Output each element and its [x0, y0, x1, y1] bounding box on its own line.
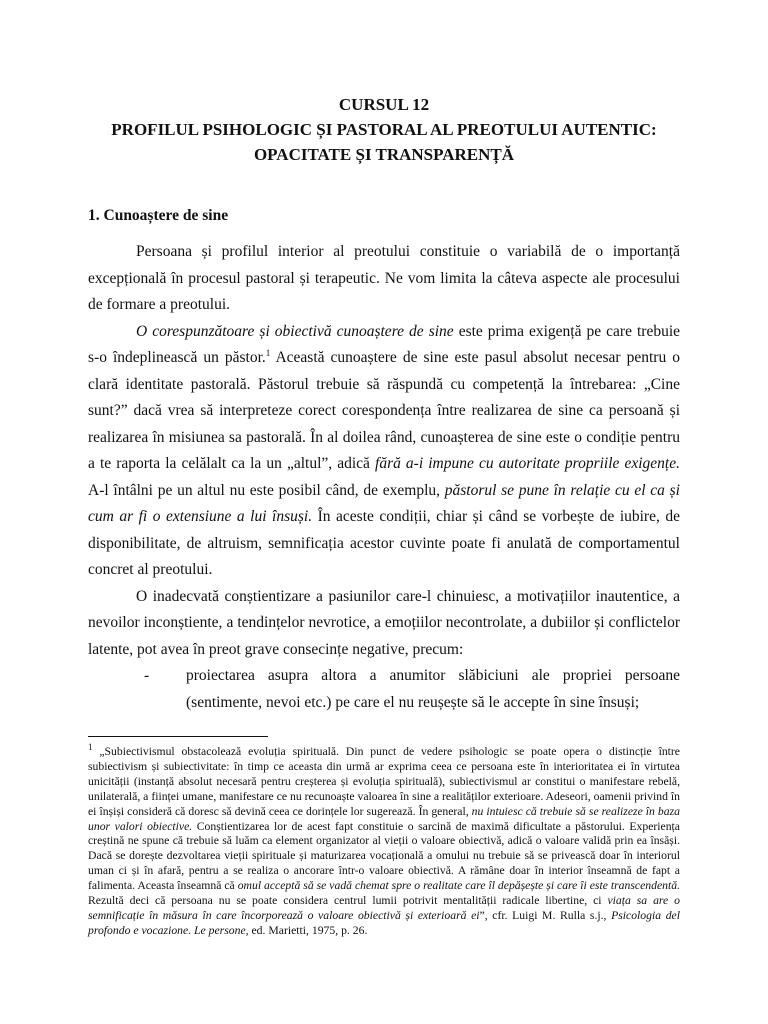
footnote: [88, 742, 680, 939]
paragraph-2-italic-2: fără a-i impune cu autoritate propriile exigențe.: [375, 455, 680, 472]
consequences-list: [88, 663, 680, 716]
course-number: CURSUL 12: [338, 95, 430, 114]
footnote-text-5: ed. Marietti, 1975, p. 26.: [248, 923, 368, 937]
footnote-text-3: Rezultă deci că persoana nu se poate considera centrul lumii potrivit mentalității radicale libertine, ci: [88, 894, 608, 908]
section-heading: 1. Cunoaștere de sine: [88, 207, 229, 224]
course-title-line1: PROFILUL PSIHOLOGIC ȘI PASTORAL AL PREOTULUI AUTENTIC:: [111, 120, 657, 139]
paragraph-3: O inadecvată conștientizare a pasiunilor care-l chinuiesc, a motivațiilor inautentice, a nevoilor inconștiente, a tendințelor nevrotice, a emoțiilor necontrolate, a dubiilor și conflictelor latente, pot avea în preot grave consecințe negative, precum:: [88, 587, 680, 658]
paragraph-2: [88, 319, 680, 584]
footnote-italic-4: Psicologia del profondo e vocazione. Le persone,: [88, 908, 680, 937]
footnote-text-2: Conștientizarea lor de acest fapt constituie o sarcină de maximă dificultate a păstorului. Experiența creștină ne spune că trebuie să luăm ca element organizator al vieții o valoare obiectivă, adică o valoare validă prin ea însăși. Dacă se dorește dezvoltarea vieții spirituale și maturizarea vocațională a omului nu trebuie să se privească doar în interiorul uman ci și în afară, pentru a se realiza o ancorare într-o valoare obiectivă. A rămâne doar în interior înseamnă de fapt a falimenta. Aceasta înseamnă că: [88, 819, 680, 893]
paragraph-2-italic-3: păstorul se pune în relație cu el ca și cum ar fi o extensiune a lui însuși.: [88, 481, 680, 525]
footnote-italic-2: omul acceptă să se vadă chemat spre o realitate care îl depășește și care îi este transcendentă.: [237, 879, 680, 893]
footnote-marker: 1: [88, 742, 93, 753]
paragraph-2-text-2: Această cunoaștere de sine este pasul absolut necesar pentru o clară identitate pastorală. Păstorul trebuie să răspundă cu competență la întrebarea: „Cine sunt?” dacă vrea să interpreteze corect corespondența între realizarea de sine ca persoană și realizarea în misiunea sa pastorală. În al doilea rând, cunoașterea de sine este o condiție pentru a te raporta la celălalt ca la un „altul”, adică: [88, 349, 680, 472]
paragraph-2-text-1: este prima exigență pe care trebuie s-o îndeplinească un păstor.: [88, 322, 681, 366]
footnote-italic-3: viața sa are o semnificație în măsura în care încorporează o valoare obiectivă și exterioară ei: [88, 894, 680, 922]
footnote-italic-1: nu intuiesc că trebuie să se realizeze în baza unor valori obiective.: [88, 804, 680, 833]
paragraph-2-text-3: A-l întâlni pe un altul nu este posibil când, de exemplu,: [88, 481, 445, 499]
list-item-text: proiectarea asupra altora a anumitor slăbiciuni ale propriei persoane (sentimente, nevoi etc.) pe care el nu reușește să le accepte în sine însuși;: [186, 667, 680, 711]
footnote-separator: [88, 736, 268, 737]
paragraph-2-italic-1: O corespunzătoare și obiectivă cunoaștere de sine: [136, 322, 454, 340]
course-title-line2: OPACITATE ȘI TRANSPARENȚĂ: [253, 145, 515, 164]
list-item: [88, 663, 680, 716]
footnote-text-1: „Subiectivismul obstacolează evoluția spirituală. Din punct de vedere psihologic se poate opera o distincție între subiectivism și subiectivitate: în timp ce aceasta din urmă ar exprima ceea ce persoana este în interioritatea ei în virtutea unicității (instanță absolut necesară pentru creșterea și evoluția spirituală), subiectivismul ar constitui o manifestare rebelă, unilaterală, a ființei umane, manifestare ce nu recunoaște valoarea în sine a realităților exterioare. Adeseori, oamenii privind în ei înșiși consideră că doresc să devină ceea ce dorințele lor sugerează. În general,: [88, 745, 680, 818]
footnote-reference[interactable]: 1: [265, 347, 271, 358]
paragraph-1: Persoana și profilul interior al preotului constituie o variabilă de o importanță excepțională în procesul pastoral și terapeutic. Ne vom limita la câteva aspecte ale procesului de formare a preotului.: [88, 243, 680, 313]
list-dash: -: [144, 667, 150, 684]
footnote-text-4: ”, cfr. Luigi M. Rulla s.j.,: [479, 908, 612, 922]
paragraph-2-text-4: În aceste condiții, chiar și când se vorbește de iubire, de disponibilitate, de altruism, semnificația acestor cuvinte poate fi anulată de comportamentul concret al preotului.: [88, 508, 680, 578]
